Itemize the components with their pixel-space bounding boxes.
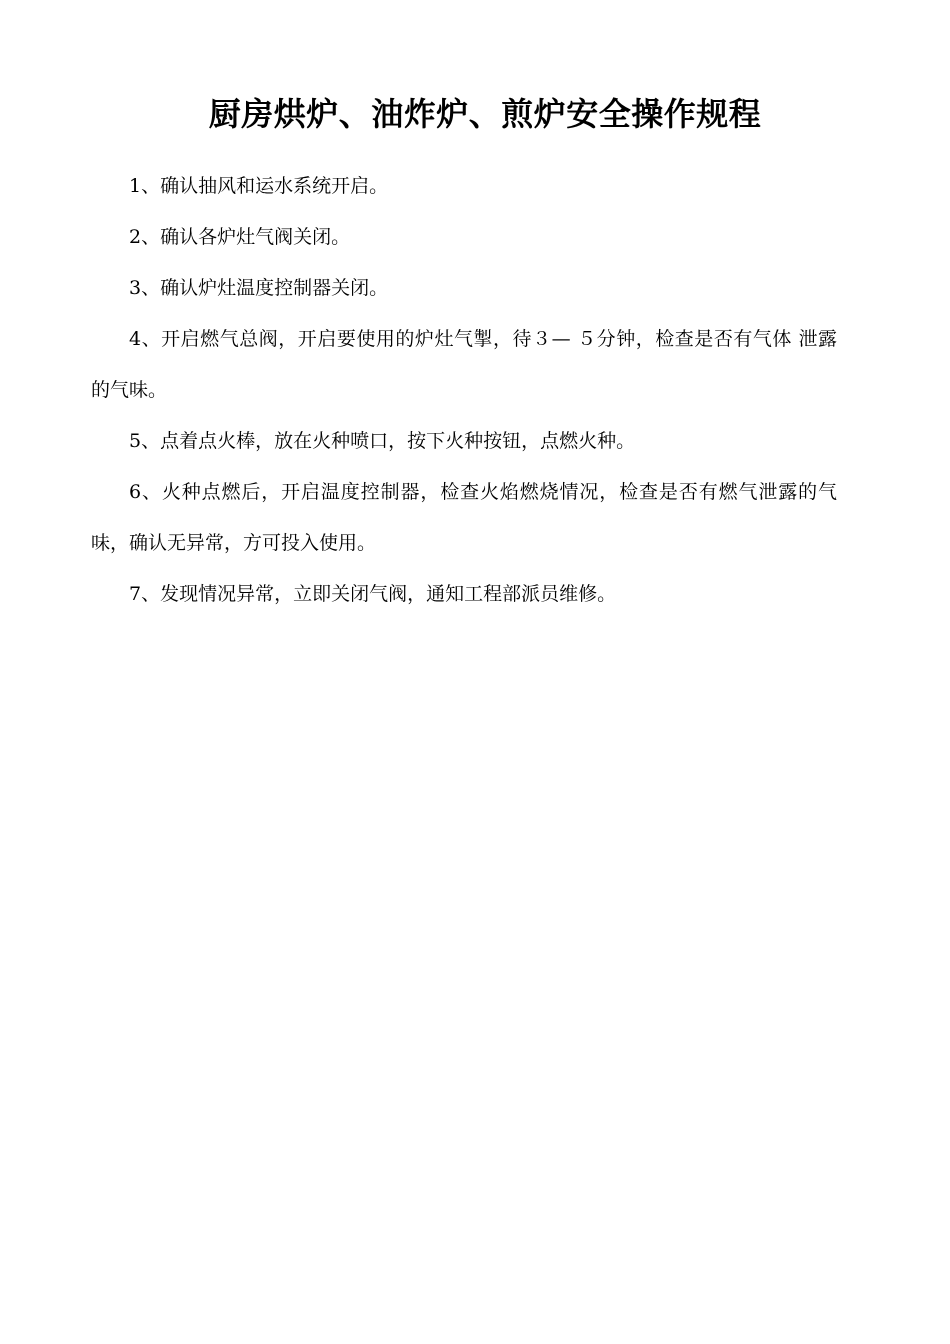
procedure-step-7: 7、发现情况异常，立即关闭气阀，通知工程部派员维修。 (129, 583, 617, 605)
procedure-step-6: 6、火种点燃后，开启温度控制器，检查火焰燃烧情况，检查是否有燃气泄露的气味，确认无异常，方可投入使用。 (91, 481, 837, 554)
procedure-step-3: 3、确认炉灶温度控制器关闭。 (129, 277, 389, 299)
procedure-list (91, 161, 837, 620)
procedure-step-1: 1、确认抽风和运水系统开启。 (129, 175, 389, 197)
document-title: 厨房烘炉、油炸炉、煎炉安全操作规程 (208, 95, 762, 133)
procedure-step-5: 5、点着点火棒，放在火种喷口，按下火种按钮，点燃火种。 (129, 430, 636, 452)
procedure-step-2: 2、确认各炉灶气阀关闭。 (129, 226, 351, 248)
procedure-step-4: 4、开启燃气总阀，开启要使用的炉灶气掣，待３— ５分钟，检查是否有气体 泄露的气味。 (91, 328, 837, 401)
